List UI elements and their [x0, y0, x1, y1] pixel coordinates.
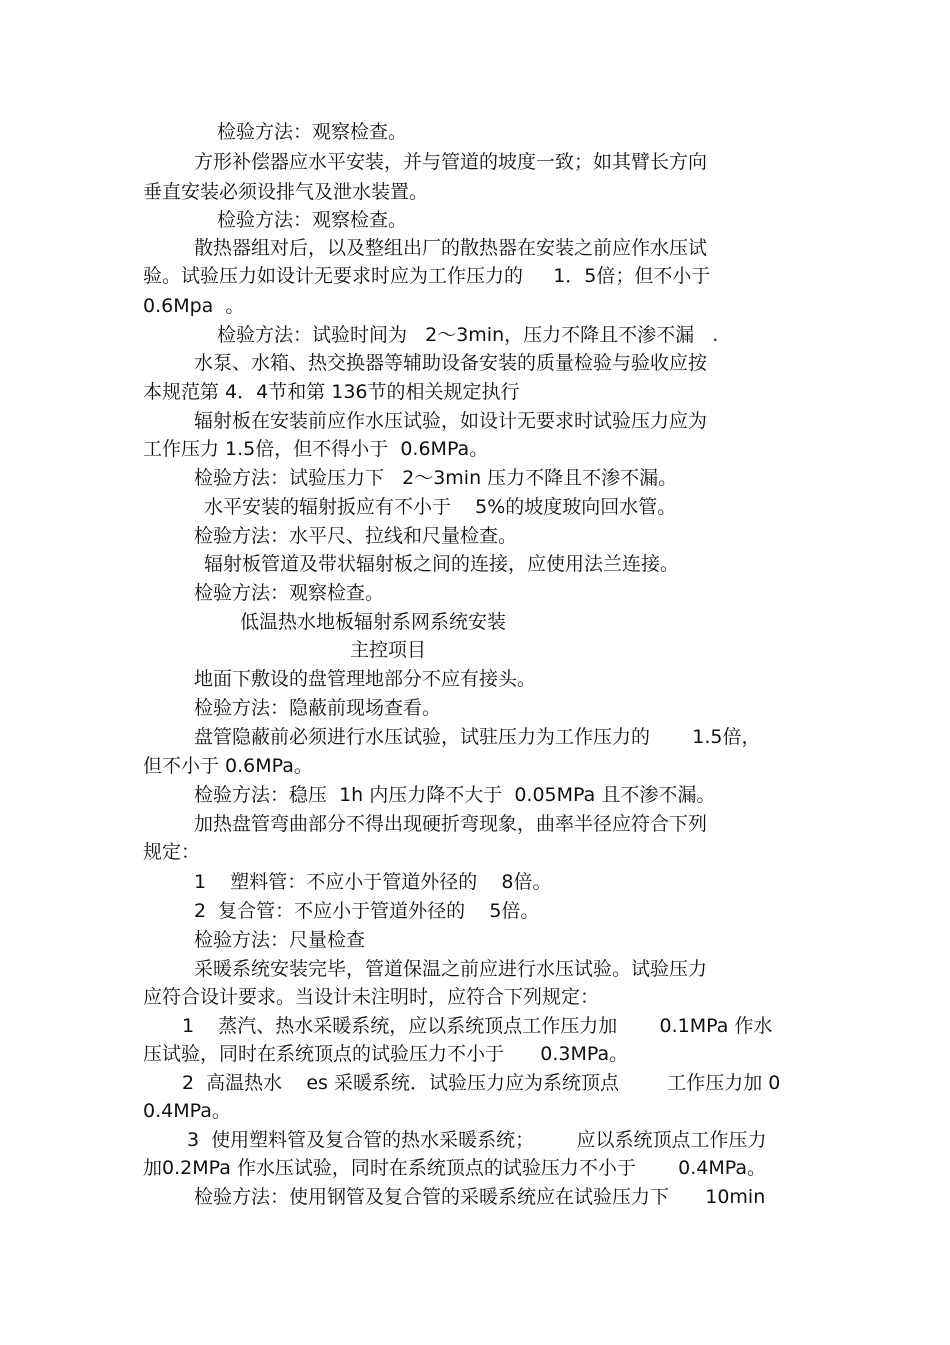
text-line: 0.6Mpa 。	[143, 295, 245, 317]
text-line: 辐射板管道及带状辐射板之间的连接，应使用法兰连接。	[204, 553, 680, 575]
text-line: 加热盘管弯曲部分不得出现硬折弯现象，曲率半径应符合下列	[194, 813, 708, 835]
text-line: 采暖系统安装完毕，管道保温之前应进行水压试验。试验压力	[194, 958, 708, 980]
text-line: 加0.2MPa 作水压试验，同时在系统顶点的试验压力不小于 0.4MPa。	[143, 1157, 767, 1179]
text-line: 2 复合管：不应小于管道外径的 5倍。	[194, 900, 540, 922]
section-subheading: 主控项目	[350, 639, 427, 661]
text-line: 工作压力 1.5倍，但不得小于 0.6MPa。	[143, 438, 489, 460]
text-line: 垂直安装必须设排气及泄水装置。	[143, 181, 429, 203]
text-line: 3 使用塑料管及复合管的热水采暖系统； 应以系统顶点工作压力	[187, 1129, 767, 1151]
text-line: 方形补偿器应水平安装，并与管道的坡度一致；如其臂长方向	[194, 151, 708, 173]
text-line: 检验方法：稳压 1h 内压力降不大于 0.05MPa 且不渗不漏。	[194, 784, 716, 806]
text-line: 压试验，同时在系统顶点的试验压力不小于 0.3MPa。	[143, 1043, 629, 1065]
text-line: 1 塑料管：不应小于管道外径的 8倍。	[194, 871, 552, 893]
text-line: 验。试验压力如设计无要求时应为工作压力的 1．5倍；但不小于	[143, 265, 711, 287]
text-line: 本规范第 4．4节和第 136节的相关规定执行	[143, 381, 520, 403]
text-line: 散热器组对后，以及整组出厂的散热器在安装之前应作水压试	[194, 237, 708, 259]
section-heading: 低温热水地板辐射系网系统安装	[240, 611, 507, 633]
text-line: 检验方法：水平尺、拉线和尺量检查。	[194, 525, 518, 547]
text-line: 盘管隐蔽前必须进行水压试验，试驻压力为工作压力的 1.5倍，	[194, 726, 761, 748]
text-line: 1 蒸汽、热水采暖系统，应以系统顶点工作压力加 0.1MPa 作水	[182, 1015, 773, 1037]
text-line: 检验方法：使用钢管及复合管的采暖系统应在试验压力下 10min	[194, 1186, 766, 1208]
text-line: 但不小于 0.6MPa。	[143, 755, 313, 777]
text-line: 检验方法：隐蔽前现场查看。	[194, 697, 442, 719]
text-line: 检验方法：试验时间为 2～3min，压力不降且不渗不漏 .	[217, 324, 719, 346]
text-line: 0.4MPa。	[143, 1100, 231, 1122]
text-line: 辐射板在安装前应作水压试验，如设计无要求时试验压力应为	[194, 410, 708, 432]
text-line: 水平安装的辐射扳应有不小于 5%的坡度玻向回水管。	[204, 496, 677, 518]
text-line: 检验方法：尺量检查	[194, 929, 366, 951]
text-line: 水泵、水箱、热交换器等辅助设备安装的质量检验与验收应按	[194, 352, 708, 374]
text-line: 检验方法：试验压力下 2～3min 压力不降且不渗不漏。	[194, 467, 678, 489]
text-line: 检验方法：观察检查。	[194, 582, 385, 604]
text-line: 应符合设计要求。当设计未注明时，应符合下列规定：	[143, 986, 600, 1008]
text-line: 检验方法：观察检查。	[217, 209, 408, 231]
text-line: 规定：	[143, 841, 201, 863]
text-line: 2 高温热水 es 采暖系统．试验压力应为系统顶点 工作压力加 0	[182, 1072, 781, 1094]
text-line: 检验方法：观察检查。	[217, 121, 408, 143]
text-line: 地面下敷设的盘管理地部分不应有接头。	[194, 668, 537, 690]
